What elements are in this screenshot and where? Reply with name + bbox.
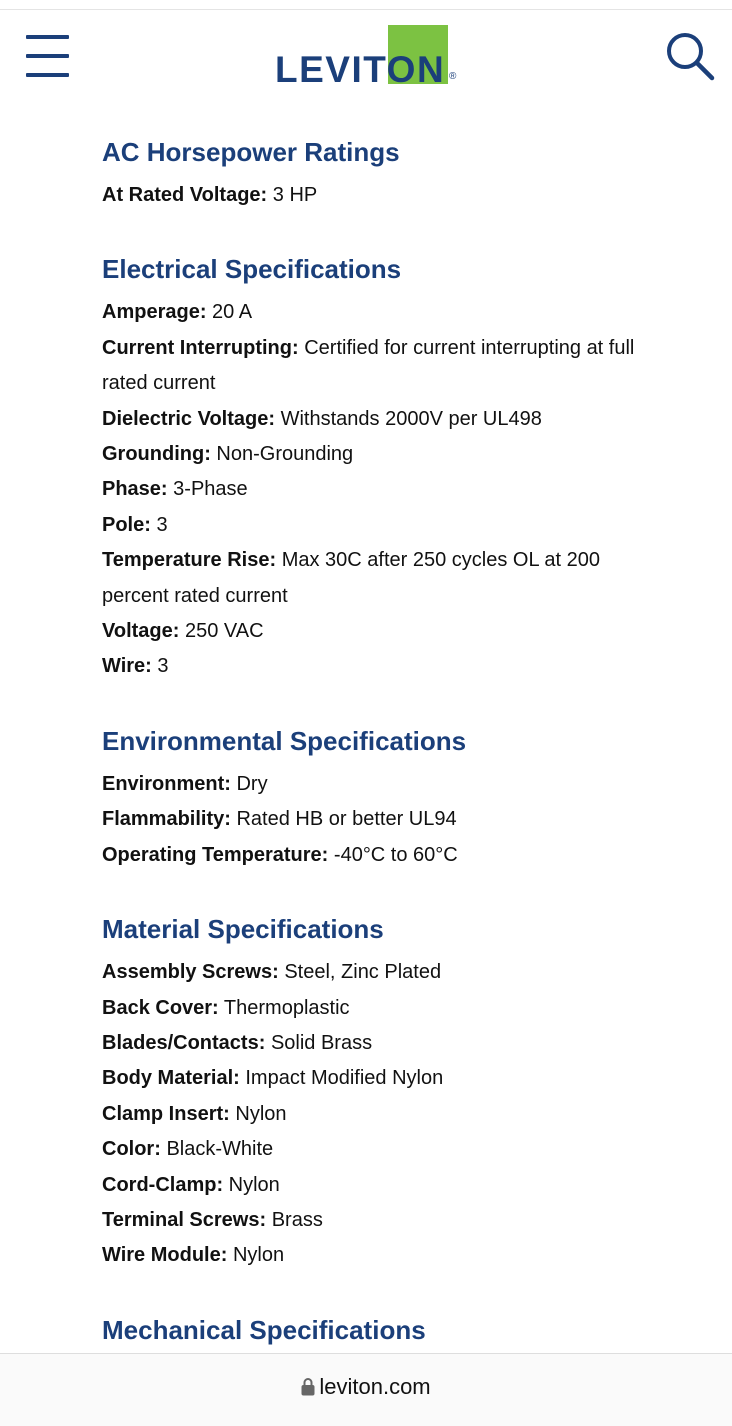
spec-row	[102, 1238, 662, 1273]
spec-label: Pole:	[102, 513, 151, 536]
section-heading: Mechanical Specifications	[102, 1314, 426, 1345]
spec-value: Thermoplastic	[223, 996, 350, 1019]
spec-row	[102, 543, 662, 614]
spec-row	[102, 295, 662, 330]
leviton-logo[interactable]	[275, 24, 465, 88]
spec-value: Steel, Zinc Plated	[284, 961, 442, 984]
spec-row	[102, 472, 662, 507]
section-heading: Electrical Specifications	[102, 254, 402, 285]
spec-row	[102, 838, 662, 873]
spec-value: 20 A	[212, 301, 253, 324]
spec-value: Black-White	[166, 1138, 274, 1161]
spec-label: Grounding:	[102, 443, 211, 466]
spec-value: 3	[156, 513, 168, 536]
spec-row	[102, 802, 662, 837]
spec-row	[102, 991, 662, 1026]
spec-value: Rated HB or better UL94	[236, 808, 457, 831]
spec-value: -40°C to 60°C	[333, 843, 458, 866]
spec-row	[102, 178, 662, 213]
hamburger-menu-icon[interactable]	[26, 34, 70, 78]
spec-label: Body Material:	[102, 1067, 240, 1090]
section-heading: AC Horsepower Ratings	[102, 137, 400, 167]
spec-label: Cord-Clamp:	[102, 1173, 224, 1196]
spec-label: Amperage:	[102, 301, 207, 324]
spec-row	[102, 614, 662, 649]
logo-wordmark: LEVITON	[275, 49, 446, 90]
spec-row	[102, 955, 662, 990]
logo-registered-mark: ®	[449, 71, 457, 82]
spec-row	[102, 402, 662, 437]
spec-label: Temperature Rise:	[102, 549, 277, 572]
spec-value: 3-Phase	[173, 478, 248, 501]
spec-value: Nylon	[235, 1102, 287, 1125]
search-icon[interactable]	[664, 30, 716, 82]
spec-row	[102, 508, 662, 543]
spec-label: Phase:	[102, 478, 168, 501]
spec-value: Withstands 2000V per UL498	[280, 407, 542, 430]
spec-value: Impact Modified Nylon	[245, 1067, 444, 1090]
spec-value: Nylon	[232, 1244, 285, 1267]
browser-address-bar[interactable]	[0, 1353, 732, 1426]
spec-label: Assembly Screws:	[102, 961, 279, 984]
spec-label: Wire:	[102, 655, 152, 678]
spec-section	[102, 909, 662, 1274]
spec-value: Solid Brass	[270, 1031, 373, 1054]
spec-row	[102, 437, 662, 472]
spec-row	[102, 1203, 662, 1238]
spec-value: Nylon	[228, 1173, 280, 1196]
spec-value: Non-Grounding	[216, 443, 354, 466]
spec-row	[102, 1026, 662, 1061]
spec-section	[102, 132, 662, 213]
url-display[interactable]	[0, 1374, 732, 1402]
spec-label: Terminal Screws:	[102, 1208, 267, 1231]
spec-row	[102, 1061, 662, 1096]
spec-section	[102, 721, 662, 873]
spec-row	[102, 331, 662, 402]
spec-value: Brass	[271, 1208, 323, 1231]
spec-label: Clamp Insert:	[102, 1102, 230, 1125]
section-heading: Material Specifications	[102, 914, 384, 945]
spec-value: Dry	[236, 772, 268, 795]
site-header	[0, 10, 732, 110]
spec-content	[102, 132, 662, 1386]
spec-value: Certified for current interrupting at full rated current	[102, 336, 635, 395]
spec-value: Max 30C after 250 cycles OL at 200 percent rated current	[102, 549, 601, 607]
spec-label: Voltage:	[102, 620, 180, 643]
spec-label: At Rated Voltage:	[102, 184, 268, 206]
lock-icon	[301, 1376, 315, 1402]
spec-label: Blades/Contacts:	[102, 1031, 266, 1054]
spec-value: 250 VAC	[184, 620, 264, 643]
spec-label: Back Cover:	[102, 996, 219, 1019]
spec-label: Current Interrupting:	[102, 336, 299, 359]
spec-value: 3 HP	[272, 184, 318, 206]
spec-section	[102, 1310, 662, 1350]
spec-row	[102, 649, 662, 684]
section-heading: Environmental Specifications	[102, 725, 467, 756]
spec-label: Color:	[102, 1138, 161, 1161]
spec-row	[102, 1168, 662, 1203]
spec-value: 3	[157, 655, 169, 678]
spec-row	[102, 1097, 662, 1132]
spec-label: Dielectric Voltage:	[102, 407, 276, 430]
spec-label: Wire Module:	[102, 1244, 228, 1267]
url-text: leviton.com	[319, 1374, 431, 1399]
spec-section	[102, 249, 662, 684]
spec-label: Environment:	[102, 772, 231, 795]
spec-label: Operating Temperature:	[102, 843, 329, 866]
spec-label: Flammability:	[102, 808, 231, 831]
spec-row	[102, 1132, 662, 1167]
spec-row	[102, 767, 662, 802]
